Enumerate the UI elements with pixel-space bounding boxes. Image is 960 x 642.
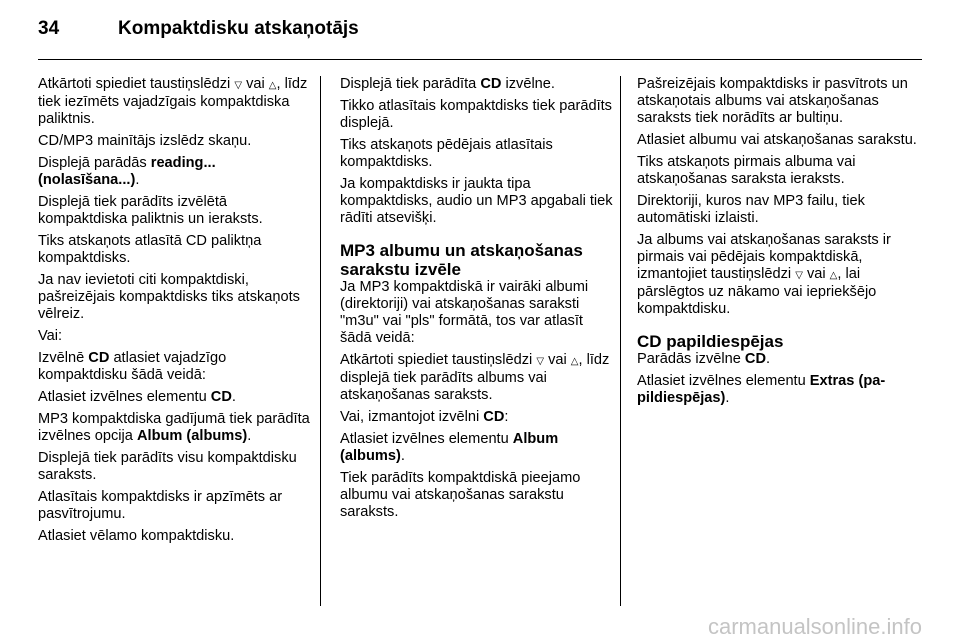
paragraph: Vai, izmantojot izvēlni CD: [340, 409, 509, 425]
paragraph: Direktoriji, kuros nav MP3 failu, tiek automātiski izlaisti. [637, 193, 865, 226]
column-divider-2 [620, 76, 621, 606]
paragraph: Ja nav ievietoti citi kompaktdiski, pašreizējais kompaktdisks tiks atskaņots vēlreiz. [38, 272, 300, 322]
paragraph: Pašreizējais kompaktdisks ir pasvītrots un atskaņotais albums vai atskaņošanas saraksts tiek norādīts ar bultiņu. [637, 76, 908, 126]
watermark: carmanualsonline.info [707, 614, 922, 639]
paragraph: Atlasītais kompaktdisks ir apzīmēts ar pasvītrojumu. [38, 489, 283, 522]
paragraph: Tikko atlasītais kompaktdisks tiek parādīts displejā. [340, 98, 612, 131]
up-triangle-icon: △ [268, 80, 277, 91]
down-triangle-icon: ▽ [234, 80, 243, 91]
page-title: Kompaktdisku atskaņotājs [118, 18, 359, 39]
down-triangle-icon: ▽ [795, 270, 803, 281]
paragraph: Vai: [38, 328, 63, 344]
down-triangle-icon: ▽ [536, 356, 545, 367]
paragraph: Displejā tiek parādīta CD izvēlne. [340, 76, 555, 92]
paragraph: Ja kompaktdisks ir jaukta tipa kompaktdisks, audio un MP3 apgabali tiek rādīti atsevišķi. [340, 176, 613, 226]
paragraph: Tiks atskaņots atlasītā CD paliktņa kompaktdisks. [38, 233, 262, 266]
paragraph: Tiks atskaņots pirmais albuma vai atskaņošanas saraksta ieraksts. [637, 154, 856, 187]
paragraph: Atlasiet albumu vai atskaņošanas sarakstu. [637, 132, 917, 148]
column-2 [340, 76, 615, 526]
paragraph: MP3 kompaktdiska gadījumā tiek parādīta izvēlnes opcija Album (albums). [38, 411, 310, 444]
column-3 [637, 76, 922, 412]
paragraph: Izvēlnē CD atlasiet vajadzīgo kompaktdisku šādā veidā: [38, 350, 227, 383]
paragraph: Displejā parādās reading... (nolasīšana...). [38, 155, 216, 188]
page-number: 34 [38, 18, 60, 39]
paragraph: Parādās izvēlne CD. [637, 351, 771, 367]
paragraph: Atkārtoti spiediet taustiņslēdzi ▽ vai △, līdz tiek iezīmēts vajadzīgais kompaktdiska paliktnis. [38, 76, 308, 127]
column-1 [38, 76, 310, 550]
paragraph: Ja MP3 kompaktdiskā ir vairāki albumi (direktoriji) vai atskaņošanas saraksti "m3u" vai "pls" formātā, tos var atlasīt šādā veidā: [340, 279, 589, 346]
section-heading: CD papildiespējas [637, 332, 784, 351]
paragraph: Ja albums vai atskaņošanas saraksts ir pirmais vai pēdējais kompaktdiskā, izmantojiet taustiņslēdzi ▽ vai △, lai pārslēgtos uz nākamo vai iepriekšējo kompaktdisku. [637, 232, 891, 317]
paragraph: Tiks atskaņots pēdējais atlasītais kompaktdisks. [340, 137, 553, 170]
paragraph: Atlasiet vēlamo kompaktdisku. [38, 528, 235, 544]
paragraph: Atlasiet izvēlnes elementu Extras (pa-pildiespējas). [637, 373, 886, 406]
paragraph: Displejā tiek parādīts visu kompaktdisku saraksts. [38, 450, 297, 483]
page-header [38, 18, 359, 48]
paragraph: CD/MP3 mainītājs izslēdz skaņu. [38, 133, 252, 149]
header-divider [38, 59, 922, 60]
up-triangle-icon: △ [829, 270, 838, 281]
paragraph: Atkārtoti spiediet taustiņslēdzi ▽ vai △, līdz displejā tiek parādīts albums vai atskaņošanas saraksts. [340, 352, 610, 403]
column-divider-1 [320, 76, 321, 606]
paragraph: Atlasiet izvēlnes elementu Album (albums). [340, 431, 559, 464]
up-triangle-icon: △ [570, 356, 579, 367]
paragraph: Displejā tiek parādīts izvēlētā kompaktdiska paliktnis un ieraksts. [38, 194, 263, 227]
paragraph: Tiek parādīts kompaktdiskā pieejamo albumu vai atskaņošanas sarakstu saraksts. [340, 470, 581, 520]
paragraph: Atlasiet izvēlnes elementu CD. [38, 389, 236, 405]
section-heading: MP3 albumu un atskaņošanas sarakstu izvēle [340, 241, 583, 279]
